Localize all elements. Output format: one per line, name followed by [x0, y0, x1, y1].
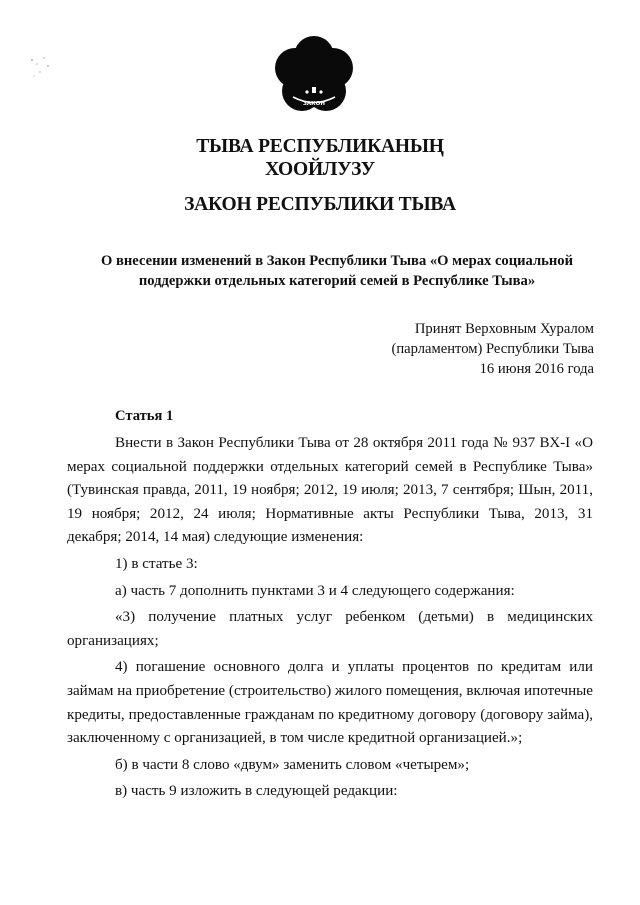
paragraph-item-v: в) часть 9 изложить в следующей редакции: — [115, 783, 398, 800]
paragraph-item-b: б) в части 8 слово «двум» заменить словом «четырем»; — [115, 756, 470, 773]
adoption-line1: Принят Верховным Хуралом — [414, 321, 594, 337]
adoption-date: 16 июня 2016 года — [479, 361, 594, 377]
title-tyvan-line2: ХООЙЛУЗУ — [265, 159, 375, 180]
subject-line2: поддержки отдельных категорий семей в Республике Тыва» — [138, 273, 536, 289]
scan-specks — [28, 52, 58, 82]
paragraph-quote-4: 4) погашение основного долга и уплаты процентов по кредитам или займам на приобретение (строительство) жилого помещения, включая ипотечные кредиты, предоставленные гражданам по кредитному договору (договору займа), заключенному с организацией, в том числе кредитной организацией.»; — [67, 659, 593, 747]
article-heading: Статья 1 — [115, 408, 174, 424]
paragraph-quote-3: «3) получение платных услуг ребенком (детьми) в медицинских организациях; — [67, 609, 593, 649]
article-body — [67, 432, 593, 804]
paragraph-item-a: а) часть 7 дополнить пунктами 3 и 4 следующего содержания: — [115, 582, 515, 599]
paragraph-item-1: 1) в статье 3: — [115, 555, 198, 572]
law-subject — [82, 251, 592, 291]
tuva-emblem-icon — [273, 34, 355, 116]
adoption-line2: (парламентом) Республики Тыва — [391, 341, 594, 357]
paragraph-intro: Внести в Закон Республики Тыва от 28 октября 2011 года № 937 ВХ-I «О мерах социальной поддержки отдельных категорий семей в Республике Тыва» (Тувинская правда, 2011, 19 ноября; 2012, 19 июля; 2013, 7 сентября; Шын, 2011, 19 ноября; 2012, 24 июля; Нормативные акты Республики Тыва, 2013, 31 декабря; 2014, 14 мая) следующие изменения: — [67, 435, 593, 546]
adoption-block — [391, 319, 594, 379]
title-russian: ЗАКОН РЕСПУБЛИКИ ТЫВА — [184, 194, 456, 215]
title-tyvan-line1: ТЫВА РЕСПУБЛИКАНЫҢ — [196, 136, 444, 157]
emblem-text: ЗАКОН — [303, 101, 325, 107]
subject-line1: О внесении изменений в Закон Республики Тыва «О мерах социальной — [101, 253, 573, 269]
title-tyvan — [0, 135, 640, 181]
